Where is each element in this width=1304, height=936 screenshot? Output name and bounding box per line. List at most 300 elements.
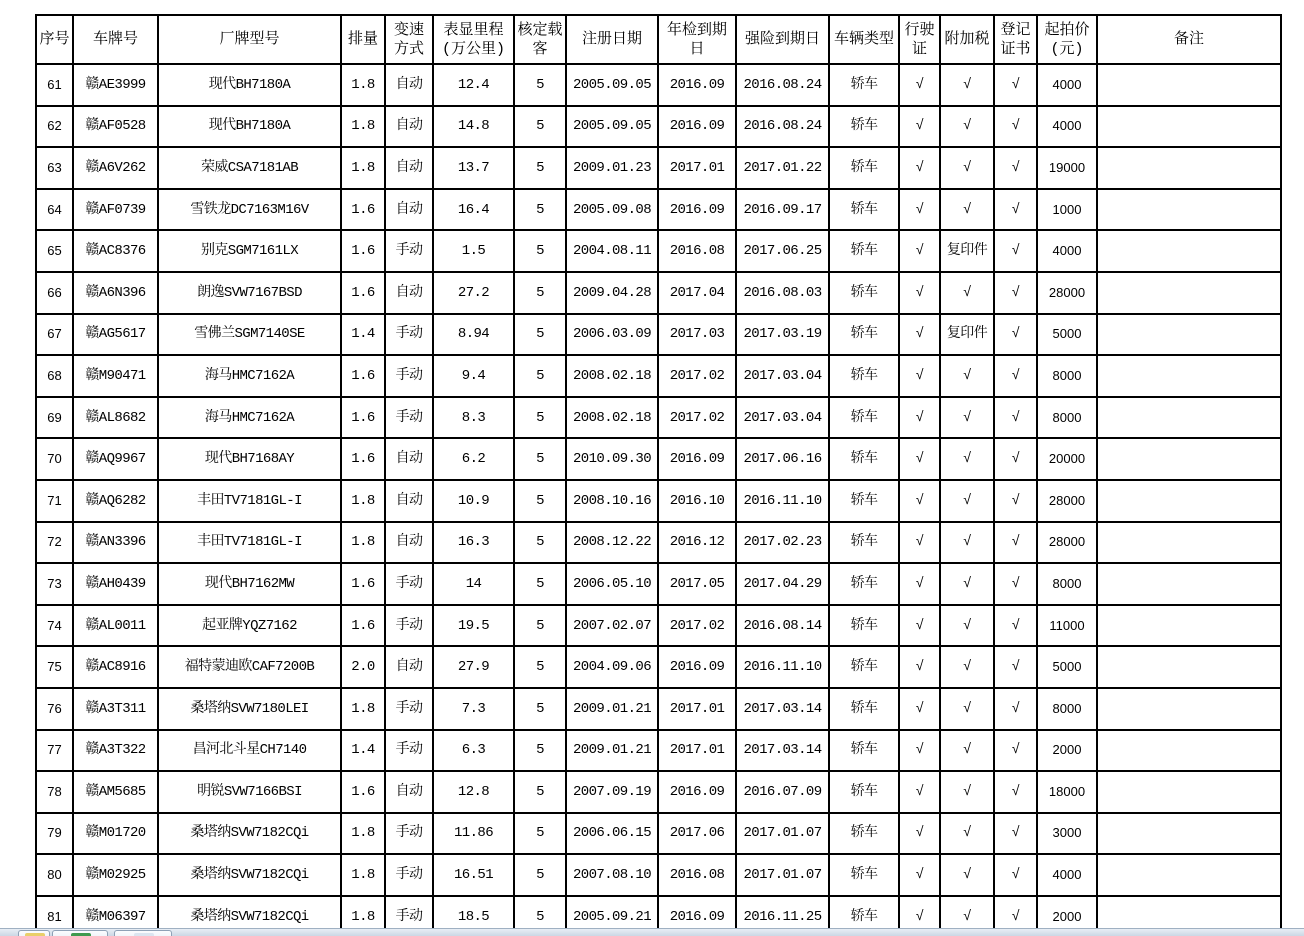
cell-seats: 5 xyxy=(514,896,566,928)
cell-starting-price: 2000 xyxy=(1037,730,1097,772)
cell-seats: 5 xyxy=(514,730,566,772)
cell-driving-license: √ xyxy=(899,147,940,189)
cell-starting-price: 3000 xyxy=(1037,813,1097,855)
cell-transmission: 手动 xyxy=(385,397,433,439)
cell-transmission: 自动 xyxy=(385,480,433,522)
cell-insurance-due: 2017.02.23 xyxy=(736,522,829,564)
cell-registration-cert: √ xyxy=(994,813,1037,855)
table-row xyxy=(36,854,1281,896)
cell-displacement: 1.4 xyxy=(341,314,385,356)
cell-starting-price: 8000 xyxy=(1037,563,1097,605)
cell-remarks xyxy=(1097,230,1281,272)
header-row xyxy=(36,15,1281,64)
cell-remarks xyxy=(1097,730,1281,772)
cell-insurance-due: 2016.09.17 xyxy=(736,189,829,231)
cell-mileage: 12.8 xyxy=(433,771,514,813)
cell-inspection-due: 2017.04 xyxy=(658,272,736,314)
cell-model: 现代BH7162MW xyxy=(158,563,341,605)
cell-mileage: 8.3 xyxy=(433,397,514,439)
cell-reg-date: 2005.09.05 xyxy=(566,64,658,106)
cell-insurance-due: 2016.08.24 xyxy=(736,64,829,106)
cell-vehicle-type: 轿车 xyxy=(829,896,899,928)
cell-seq: 77 xyxy=(36,730,73,772)
cell-seats: 5 xyxy=(514,646,566,688)
column-header-plate: 车牌号 xyxy=(73,15,158,64)
cell-insurance-due: 2016.11.25 xyxy=(736,896,829,928)
cell-mileage: 16.4 xyxy=(433,189,514,231)
cell-insurance-due: 2017.04.29 xyxy=(736,563,829,605)
cell-insurance-due: 2016.11.10 xyxy=(736,646,829,688)
cell-insurance-due: 2017.03.04 xyxy=(736,355,829,397)
column-header-vehicle-type: 车辆类型 xyxy=(829,15,899,64)
cell-purchase-tax: √ xyxy=(940,189,994,231)
cell-starting-price: 8000 xyxy=(1037,397,1097,439)
cell-purchase-tax: √ xyxy=(940,646,994,688)
cell-plate: 赣A3T322 xyxy=(73,730,158,772)
cell-insurance-due: 2017.03.14 xyxy=(736,730,829,772)
cell-driving-license: √ xyxy=(899,563,940,605)
cell-model: 朗逸SVW7167BSD xyxy=(158,272,341,314)
cell-purchase-tax: √ xyxy=(940,480,994,522)
cell-purchase-tax: 复印件 xyxy=(940,314,994,356)
cell-inspection-due: 2017.06 xyxy=(658,813,736,855)
cell-remarks xyxy=(1097,605,1281,647)
cell-plate: 赣A6V262 xyxy=(73,147,158,189)
cell-seq: 66 xyxy=(36,272,73,314)
cell-displacement: 2.0 xyxy=(341,646,385,688)
cell-transmission: 手动 xyxy=(385,730,433,772)
table-row xyxy=(36,646,1281,688)
cell-model: 雪铁龙DC7163M16V xyxy=(158,189,341,231)
cell-displacement: 1.8 xyxy=(341,64,385,106)
window-taskbar-button[interactable] xyxy=(114,930,172,936)
cell-seq: 70 xyxy=(36,438,73,480)
cell-remarks xyxy=(1097,147,1281,189)
cell-remarks xyxy=(1097,813,1281,855)
cell-reg-date: 2004.08.11 xyxy=(566,230,658,272)
cell-displacement: 1.8 xyxy=(341,480,385,522)
table-row xyxy=(36,106,1281,148)
cell-starting-price: 28000 xyxy=(1037,272,1097,314)
cell-driving-license: √ xyxy=(899,438,940,480)
table-row xyxy=(36,563,1281,605)
cell-model: 雪佛兰SGM7140SE xyxy=(158,314,341,356)
cell-purchase-tax: √ xyxy=(940,355,994,397)
cell-plate: 赣AC8916 xyxy=(73,646,158,688)
column-header-purchase-tax: 附加税 xyxy=(940,15,994,64)
cell-purchase-tax: √ xyxy=(940,563,994,605)
table-row xyxy=(36,771,1281,813)
cell-vehicle-type: 轿车 xyxy=(829,147,899,189)
cell-purchase-tax: √ xyxy=(940,272,994,314)
cell-registration-cert: √ xyxy=(994,605,1037,647)
cell-registration-cert: √ xyxy=(994,563,1037,605)
table-row xyxy=(36,522,1281,564)
cell-model: 福特蒙迪欧CAF7200B xyxy=(158,646,341,688)
cell-registration-cert: √ xyxy=(994,230,1037,272)
table-row xyxy=(36,355,1281,397)
cell-insurance-due: 2017.06.16 xyxy=(736,438,829,480)
cell-model: 丰田TV7181GL-I xyxy=(158,522,341,564)
cell-seq: 72 xyxy=(36,522,73,564)
cell-reg-date: 2008.02.18 xyxy=(566,397,658,439)
cell-transmission: 手动 xyxy=(385,355,433,397)
cell-driving-license: √ xyxy=(899,64,940,106)
cell-reg-date: 2009.04.28 xyxy=(566,272,658,314)
cell-inspection-due: 2017.03 xyxy=(658,314,736,356)
cell-reg-date: 2005.09.21 xyxy=(566,896,658,928)
table-body xyxy=(36,64,1281,928)
cell-seq: 75 xyxy=(36,646,73,688)
column-header-seq: 序号 xyxy=(36,15,73,64)
cell-transmission: 手动 xyxy=(385,230,433,272)
column-header-seats: 核定载 客 xyxy=(514,15,566,64)
cell-vehicle-type: 轿车 xyxy=(829,230,899,272)
column-header-starting-price: 起拍价 (元) xyxy=(1037,15,1097,64)
cell-insurance-due: 2017.03.14 xyxy=(736,688,829,730)
cell-inspection-due: 2016.09 xyxy=(658,771,736,813)
cell-transmission: 自动 xyxy=(385,522,433,564)
cell-displacement: 1.8 xyxy=(341,522,385,564)
cell-remarks xyxy=(1097,688,1281,730)
cell-seats: 5 xyxy=(514,688,566,730)
cell-reg-date: 2006.06.15 xyxy=(566,813,658,855)
cell-seats: 5 xyxy=(514,314,566,356)
cell-seats: 5 xyxy=(514,189,566,231)
cell-seats: 5 xyxy=(514,272,566,314)
cell-purchase-tax: √ xyxy=(940,438,994,480)
cell-seq: 67 xyxy=(36,314,73,356)
cell-purchase-tax: 复印件 xyxy=(940,230,994,272)
cell-reg-date: 2007.08.10 xyxy=(566,854,658,896)
cell-model: 昌河北斗星CH7140 xyxy=(158,730,341,772)
cell-displacement: 1.8 xyxy=(341,106,385,148)
cell-seats: 5 xyxy=(514,563,566,605)
cell-vehicle-type: 轿车 xyxy=(829,480,899,522)
cell-displacement: 1.8 xyxy=(341,813,385,855)
column-header-remarks: 备注 xyxy=(1097,15,1281,64)
cell-remarks xyxy=(1097,272,1281,314)
cell-inspection-due: 2017.02 xyxy=(658,605,736,647)
cell-driving-license: √ xyxy=(899,230,940,272)
cell-reg-date: 2007.09.19 xyxy=(566,771,658,813)
cell-purchase-tax: √ xyxy=(940,147,994,189)
cell-mileage: 16.3 xyxy=(433,522,514,564)
cell-purchase-tax: √ xyxy=(940,522,994,564)
explorer-taskbar-button[interactable] xyxy=(18,930,50,936)
cell-starting-price: 28000 xyxy=(1037,522,1097,564)
cell-transmission: 自动 xyxy=(385,646,433,688)
cell-driving-license: √ xyxy=(899,480,940,522)
cell-mileage: 12.4 xyxy=(433,64,514,106)
table-row xyxy=(36,438,1281,480)
cell-seq: 78 xyxy=(36,771,73,813)
cell-plate: 赣AG5617 xyxy=(73,314,158,356)
cell-driving-license: √ xyxy=(899,189,940,231)
cell-model: 现代BH7180A xyxy=(158,64,341,106)
cell-driving-license: √ xyxy=(899,730,940,772)
cell-registration-cert: √ xyxy=(994,896,1037,928)
cell-seq: 81 xyxy=(36,896,73,928)
cell-purchase-tax: √ xyxy=(940,854,994,896)
cell-plate: 赣AL0011 xyxy=(73,605,158,647)
cell-displacement: 1.6 xyxy=(341,438,385,480)
cell-displacement: 1.6 xyxy=(341,771,385,813)
cell-inspection-due: 2016.12 xyxy=(658,522,736,564)
cell-model: 起亚牌YQZ7162 xyxy=(158,605,341,647)
cell-remarks xyxy=(1097,355,1281,397)
cell-displacement: 1.6 xyxy=(341,355,385,397)
cell-seats: 5 xyxy=(514,771,566,813)
cell-vehicle-type: 轿车 xyxy=(829,438,899,480)
cell-model: 现代BH7168AY xyxy=(158,438,341,480)
cell-transmission: 手动 xyxy=(385,688,433,730)
cell-remarks xyxy=(1097,522,1281,564)
cell-registration-cert: √ xyxy=(994,522,1037,564)
cell-transmission: 自动 xyxy=(385,272,433,314)
cell-vehicle-type: 轿车 xyxy=(829,522,899,564)
cell-reg-date: 2005.09.05 xyxy=(566,106,658,148)
column-header-mileage: 表显里程 (万公里) xyxy=(433,15,514,64)
cell-displacement: 1.6 xyxy=(341,272,385,314)
cell-seq: 69 xyxy=(36,397,73,439)
cell-inspection-due: 2016.08 xyxy=(658,230,736,272)
cell-remarks xyxy=(1097,563,1281,605)
cell-inspection-due: 2016.09 xyxy=(658,106,736,148)
cell-displacement: 1.8 xyxy=(341,854,385,896)
cell-remarks xyxy=(1097,896,1281,928)
cell-mileage: 13.7 xyxy=(433,147,514,189)
cell-vehicle-type: 轿车 xyxy=(829,64,899,106)
cell-plate: 赣AQ6282 xyxy=(73,480,158,522)
cell-driving-license: √ xyxy=(899,106,940,148)
cell-starting-price: 5000 xyxy=(1037,314,1097,356)
cell-mileage: 16.51 xyxy=(433,854,514,896)
cell-vehicle-type: 轿车 xyxy=(829,272,899,314)
cell-remarks xyxy=(1097,106,1281,148)
cell-transmission: 手动 xyxy=(385,854,433,896)
cell-registration-cert: √ xyxy=(994,355,1037,397)
cell-plate: 赣AQ9967 xyxy=(73,438,158,480)
cell-insurance-due: 2017.01.07 xyxy=(736,813,829,855)
cell-seq: 73 xyxy=(36,563,73,605)
cell-transmission: 手动 xyxy=(385,813,433,855)
column-header-displacement: 排量 xyxy=(341,15,385,64)
cell-vehicle-type: 轿车 xyxy=(829,688,899,730)
cell-purchase-tax: √ xyxy=(940,397,994,439)
cell-transmission: 自动 xyxy=(385,64,433,106)
cell-plate: 赣A3T311 xyxy=(73,688,158,730)
cell-vehicle-type: 轿车 xyxy=(829,771,899,813)
cell-registration-cert: √ xyxy=(994,480,1037,522)
column-header-inspection-due: 年检到期 日 xyxy=(658,15,736,64)
table-row xyxy=(36,813,1281,855)
cell-vehicle-type: 轿车 xyxy=(829,189,899,231)
cell-mileage: 18.5 xyxy=(433,896,514,928)
table-row xyxy=(36,314,1281,356)
cell-driving-license: √ xyxy=(899,314,940,356)
cell-seq: 63 xyxy=(36,147,73,189)
column-header-reg-date: 注册日期 xyxy=(566,15,658,64)
cell-reg-date: 2005.09.08 xyxy=(566,189,658,231)
cell-inspection-due: 2016.10 xyxy=(658,480,736,522)
cell-starting-price: 28000 xyxy=(1037,480,1097,522)
cell-registration-cert: √ xyxy=(994,64,1037,106)
cell-reg-date: 2006.03.09 xyxy=(566,314,658,356)
cell-seq: 64 xyxy=(36,189,73,231)
cell-mileage: 27.9 xyxy=(433,646,514,688)
cell-reg-date: 2009.01.23 xyxy=(566,147,658,189)
cell-driving-license: √ xyxy=(899,771,940,813)
cell-insurance-due: 2016.07.09 xyxy=(736,771,829,813)
cell-reg-date: 2009.01.21 xyxy=(566,688,658,730)
cell-seats: 5 xyxy=(514,230,566,272)
cell-remarks xyxy=(1097,438,1281,480)
cell-mileage: 10.9 xyxy=(433,480,514,522)
cell-plate: 赣AC8376 xyxy=(73,230,158,272)
cell-starting-price: 11000 xyxy=(1037,605,1097,647)
cell-displacement: 1.6 xyxy=(341,605,385,647)
table-row xyxy=(36,147,1281,189)
cell-starting-price: 18000 xyxy=(1037,771,1097,813)
cell-displacement: 1.8 xyxy=(341,147,385,189)
cell-plate: 赣AE3999 xyxy=(73,64,158,106)
cell-reg-date: 2010.09.30 xyxy=(566,438,658,480)
cell-seats: 5 xyxy=(514,355,566,397)
cell-transmission: 手动 xyxy=(385,314,433,356)
cell-inspection-due: 2016.09 xyxy=(658,189,736,231)
cell-registration-cert: √ xyxy=(994,106,1037,148)
cell-seq: 74 xyxy=(36,605,73,647)
vehicle-auction-table xyxy=(35,14,1282,928)
cell-vehicle-type: 轿车 xyxy=(829,813,899,855)
cell-insurance-due: 2017.03.19 xyxy=(736,314,829,356)
cell-remarks xyxy=(1097,314,1281,356)
cell-registration-cert: √ xyxy=(994,272,1037,314)
cell-reg-date: 2008.12.22 xyxy=(566,522,658,564)
cell-inspection-due: 2017.01 xyxy=(658,688,736,730)
cell-vehicle-type: 轿车 xyxy=(829,563,899,605)
table-row xyxy=(36,605,1281,647)
cell-vehicle-type: 轿车 xyxy=(829,314,899,356)
cell-insurance-due: 2016.08.03 xyxy=(736,272,829,314)
cell-seq: 65 xyxy=(36,230,73,272)
cell-mileage: 6.2 xyxy=(433,438,514,480)
cell-vehicle-type: 轿车 xyxy=(829,397,899,439)
cell-seq: 71 xyxy=(36,480,73,522)
cell-driving-license: √ xyxy=(899,854,940,896)
column-header-driving-license: 行驶 证 xyxy=(899,15,940,64)
cell-starting-price: 4000 xyxy=(1037,64,1097,106)
cell-driving-license: √ xyxy=(899,397,940,439)
cell-insurance-due: 2017.06.25 xyxy=(736,230,829,272)
cell-model: 海马HMC7162A xyxy=(158,355,341,397)
table-row xyxy=(36,272,1281,314)
cell-insurance-due: 2016.08.24 xyxy=(736,106,829,148)
cell-seq: 61 xyxy=(36,64,73,106)
cell-reg-date: 2008.02.18 xyxy=(566,355,658,397)
cell-seq: 80 xyxy=(36,854,73,896)
cell-insurance-due: 2016.11.10 xyxy=(736,480,829,522)
taskbar xyxy=(0,928,1304,936)
cell-starting-price: 20000 xyxy=(1037,438,1097,480)
cell-starting-price: 19000 xyxy=(1037,147,1097,189)
table-row xyxy=(36,189,1281,231)
cell-registration-cert: √ xyxy=(994,189,1037,231)
cell-insurance-due: 2017.01.22 xyxy=(736,147,829,189)
cell-model: 桑塔纳SVW7182CQi xyxy=(158,896,341,928)
cell-transmission: 自动 xyxy=(385,189,433,231)
cell-driving-license: √ xyxy=(899,646,940,688)
cell-inspection-due: 2016.09 xyxy=(658,438,736,480)
cell-driving-license: √ xyxy=(899,605,940,647)
cell-driving-license: √ xyxy=(899,813,940,855)
cell-model: 丰田TV7181GL-I xyxy=(158,480,341,522)
spreadsheet-taskbar-button[interactable] xyxy=(52,930,108,936)
cell-seats: 5 xyxy=(514,480,566,522)
cell-registration-cert: √ xyxy=(994,688,1037,730)
cell-mileage: 14.8 xyxy=(433,106,514,148)
cell-transmission: 自动 xyxy=(385,106,433,148)
cell-mileage: 9.4 xyxy=(433,355,514,397)
cell-driving-license: √ xyxy=(899,355,940,397)
column-header-transmission: 变速 方式 xyxy=(385,15,433,64)
cell-purchase-tax: √ xyxy=(940,605,994,647)
cell-starting-price: 8000 xyxy=(1037,688,1097,730)
cell-registration-cert: √ xyxy=(994,147,1037,189)
table-row xyxy=(36,64,1281,106)
cell-reg-date: 2006.05.10 xyxy=(566,563,658,605)
column-header-insurance-due: 强险到期日 xyxy=(736,15,829,64)
cell-plate: 赣AF0528 xyxy=(73,106,158,148)
cell-mileage: 6.3 xyxy=(433,730,514,772)
cell-mileage: 8.94 xyxy=(433,314,514,356)
cell-purchase-tax: √ xyxy=(940,106,994,148)
cell-seats: 5 xyxy=(514,147,566,189)
cell-purchase-tax: √ xyxy=(940,688,994,730)
cell-starting-price: 1000 xyxy=(1037,189,1097,231)
cell-seats: 5 xyxy=(514,64,566,106)
cell-insurance-due: 2017.03.04 xyxy=(736,397,829,439)
cell-reg-date: 2008.10.16 xyxy=(566,480,658,522)
cell-displacement: 1.6 xyxy=(341,563,385,605)
cell-seq: 62 xyxy=(36,106,73,148)
cell-vehicle-type: 轿车 xyxy=(829,854,899,896)
cell-plate: 赣M02925 xyxy=(73,854,158,896)
cell-inspection-due: 2017.05 xyxy=(658,563,736,605)
cell-transmission: 手动 xyxy=(385,896,433,928)
table-row xyxy=(36,480,1281,522)
cell-registration-cert: √ xyxy=(994,730,1037,772)
cell-driving-license: √ xyxy=(899,896,940,928)
cell-vehicle-type: 轿车 xyxy=(829,355,899,397)
cell-seats: 5 xyxy=(514,397,566,439)
cell-registration-cert: √ xyxy=(994,854,1037,896)
cell-registration-cert: √ xyxy=(994,314,1037,356)
cell-model: 荣威CSA7181AB xyxy=(158,147,341,189)
cell-purchase-tax: √ xyxy=(940,64,994,106)
cell-purchase-tax: √ xyxy=(940,896,994,928)
cell-seats: 5 xyxy=(514,106,566,148)
cell-driving-license: √ xyxy=(899,522,940,564)
cell-remarks xyxy=(1097,480,1281,522)
cell-mileage: 7.3 xyxy=(433,688,514,730)
cell-mileage: 1.5 xyxy=(433,230,514,272)
cell-model: 海马HMC7162A xyxy=(158,397,341,439)
cell-registration-cert: √ xyxy=(994,397,1037,439)
cell-inspection-due: 2017.02 xyxy=(658,397,736,439)
cell-seats: 5 xyxy=(514,813,566,855)
